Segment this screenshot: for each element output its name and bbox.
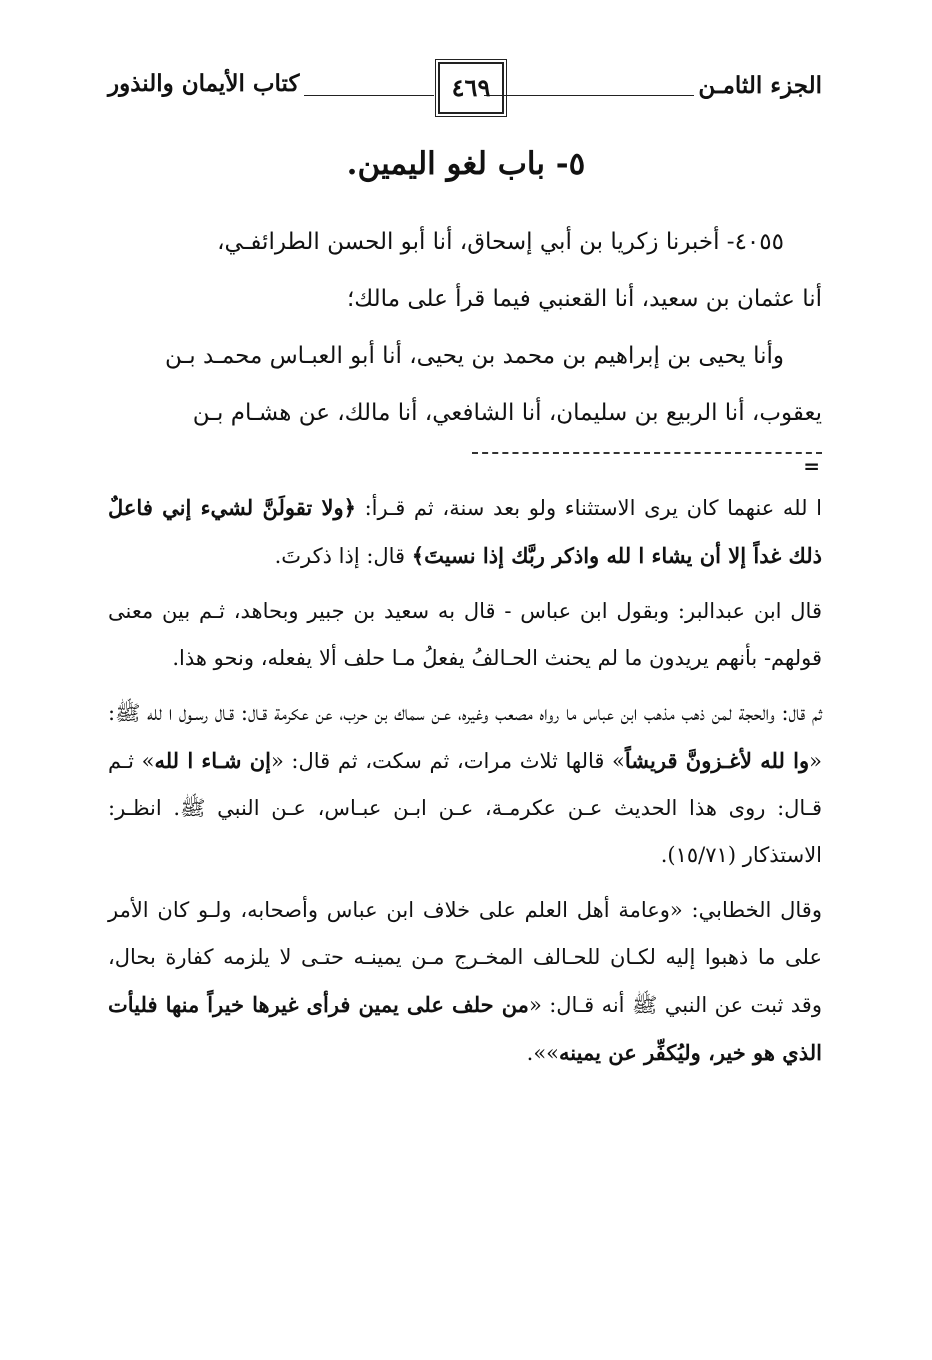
- chapter-title: ٥- باب لغو اليمين.: [346, 146, 586, 182]
- footnote-text: » قالها ثلاث مرات، ثم سكت، ثم قال: «: [270, 749, 625, 773]
- hadith-line: أنا عثمان بن سعيد، أنا القعنبي فيما قرأ على مالك؛: [346, 286, 822, 312]
- footnote-text: » ثـم قـال: روى هذا الحديث عـن عكرمـة، عـن ابـن عبـاس، عـن النبي ﷺ. انظـر: الاستذكار (١٥/٧١).: [108, 749, 822, 867]
- hadith-line: وأنا يحيى بن إبراهيم بن محمد بن يحيى، أنا أبو العبـاس محمـد بـن: [165, 343, 784, 369]
- page-number-box: ٤٦٩: [438, 62, 504, 114]
- footnote-text: قال ابن عبدالبر: وبقول ابن عباس - قال به سعيد بن جبير وبحاهد، ثـم بين معنى قولهم- بأنهم يريدون ما لم يحنث الحـالفُ يفعلُ مـا حلف ألا يفعله، ونحو هذا.: [108, 599, 822, 670]
- footnote-separator: [472, 452, 822, 454]
- header-part-label: الجزء الثامـن: [698, 72, 822, 99]
- header-book-title: كتاب الأيمان والنذور: [108, 70, 300, 97]
- footnote-continuation-mark: =: [803, 454, 820, 478]
- footnote-paragraph: [108, 484, 822, 580]
- footnote-text: قال: إذا ذكرتَ.: [274, 544, 412, 568]
- footnote-text: »».: [526, 1041, 560, 1065]
- footnote-hadith-quote: إن شـاء ا لله: [154, 748, 271, 773]
- footnote-text: وقال الخطابي: «وعامة أهل العلم على خلاف ابن عباس وأصحابه، ولـو كان الأمر على ما ذهبوا إليه لكـان للحـالف المخـرج مـن يمينـه حتـى لا يلزمه كفارة بحال، وقد ثبت عن النبي ﷺ أنه قـال: «: [108, 898, 822, 1017]
- footnote-paragraph: [108, 588, 822, 682]
- footnote-hadith-quote: من حلف على يمين فرأى غيرها خيراً منها فليأت الذي هو خير، وليُكفِّر عن يمينه: [108, 992, 822, 1065]
- footnote-text: ثم قال: والحجة لمن ذهب مذهب ابن عباس ما رواه مصعب وغيره، عـن سماك بن حرب، عن عكرمة قـال: قـال رسـول ا لله ﷺ: «: [108, 701, 822, 773]
- page-header: [108, 62, 822, 118]
- hadith-text: [110, 214, 822, 442]
- header-rule-left: [304, 95, 434, 96]
- hadith-line: ٤٠٥٥- أخبرنا زكريا بن أبي إسحاق، أنا أبو الحسن الطرائفـي،: [217, 229, 784, 255]
- footnote-paragraph: [108, 690, 822, 879]
- footnote-hadith-quote: وا لله لأغـزونَّ قريشاً: [624, 748, 810, 773]
- footnote-text: ا لله عنهما كان يرى الاستثناء ولو بعد سنة، ثم قـرأ:: [355, 496, 823, 520]
- footnote-paragraph: [108, 887, 822, 1077]
- footnotes: [108, 484, 822, 1085]
- hadith-line: يعقوب، أنا الربيع بن سليمان، أنا الشافعي، أنا مالك، عن هشـام بـن: [192, 400, 822, 426]
- header-rule-right: [484, 95, 694, 96]
- footnote-quran-quote: ﴿ولا تقولَنَّ لشيء إني فاعلٌ ذلك غداً إلا أن يشاء ا لله واذكر ربَّك إذا نسيتَ﴾: [108, 495, 822, 568]
